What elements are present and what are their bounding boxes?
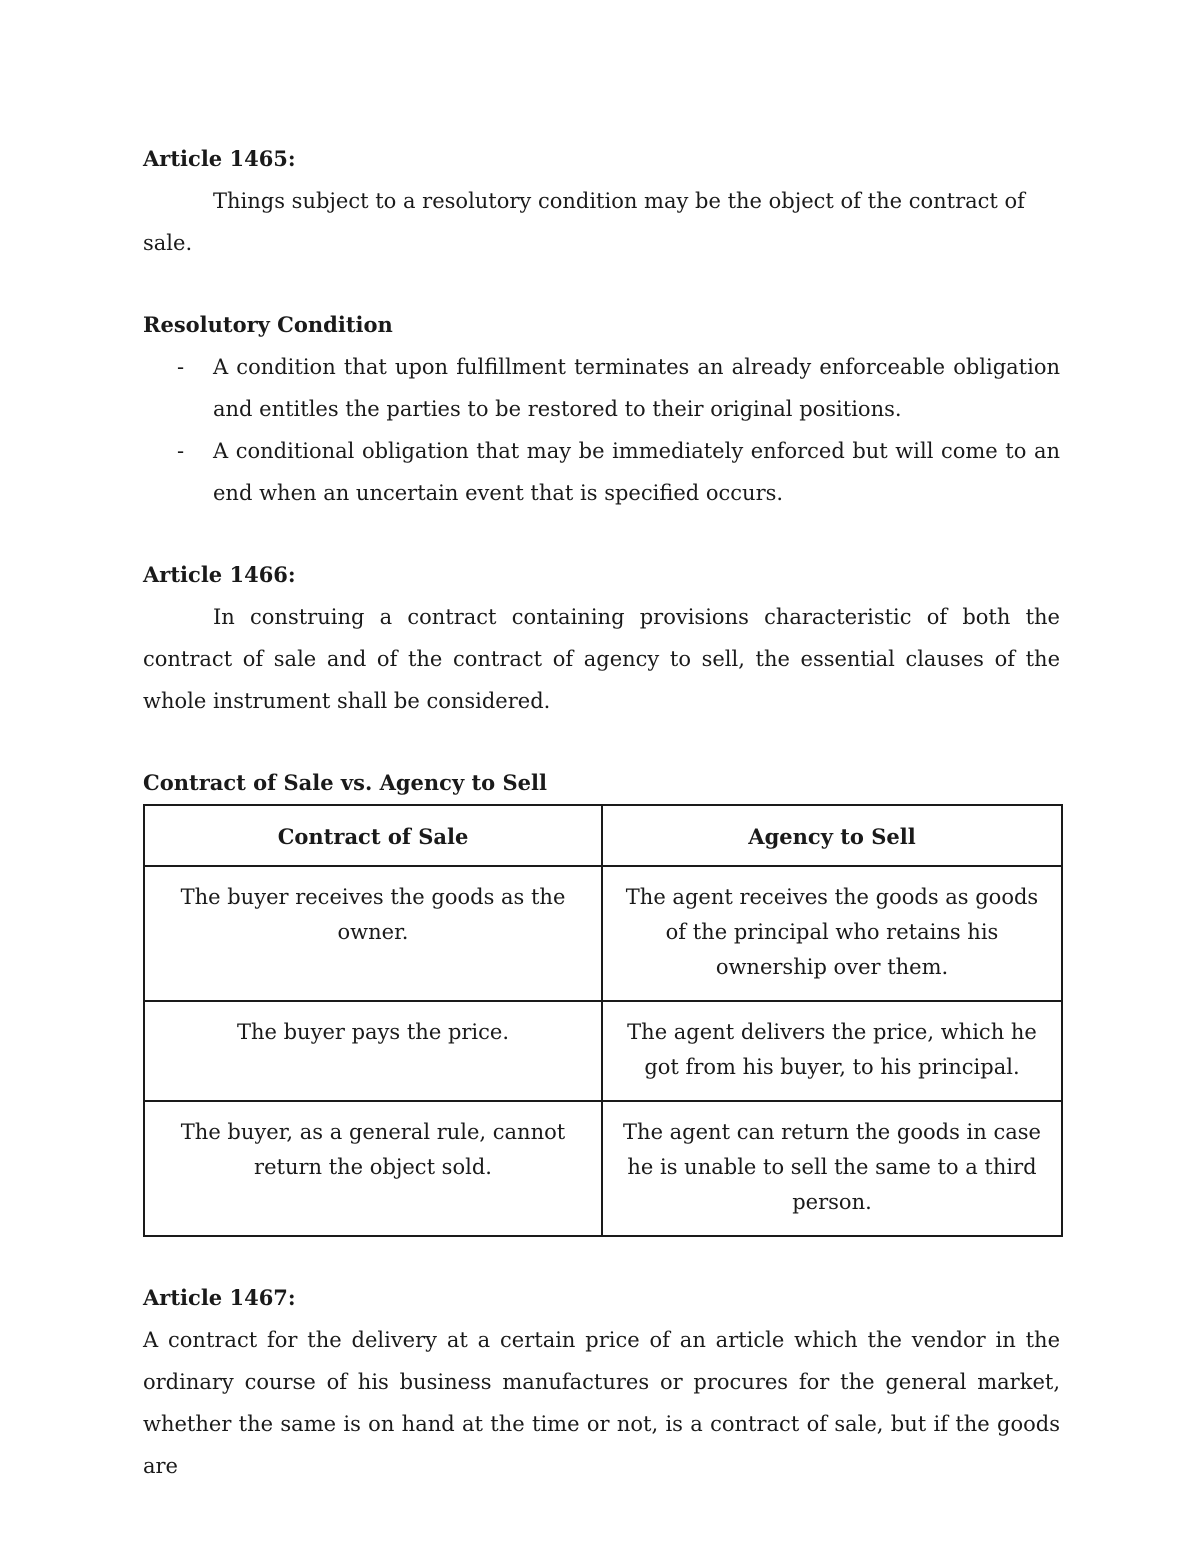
- table-cell: The agent can return the goods in case he is unable to sell the same to a third person.: [602, 1101, 1062, 1236]
- spacer: [143, 1237, 1060, 1277]
- comparison-table: [143, 804, 1063, 1237]
- table-row: [144, 1101, 1062, 1236]
- table-cell: The buyer pays the price.: [144, 1001, 602, 1101]
- column-header-contract-of-sale: Contract of Sale: [144, 805, 602, 866]
- table-cell: The agent receives the goods as goods of the principal who retains his ownership over them.: [602, 866, 1062, 1001]
- article-1467-text: A contract for the delivery at a certain price of an article which the vendor in the ordinary course of his business manufactures or procures for the general market, whether the same is on hand at the time or not, is a contract of sale, but if the goods are: [143, 1328, 1060, 1478]
- spacer: [143, 514, 1060, 554]
- table-row: [144, 1001, 1062, 1101]
- article-1467-heading: Article 1467:: [143, 1285, 296, 1310]
- list-item: [143, 346, 1060, 430]
- column-header-agency-to-sell: Agency to Sell: [602, 805, 1062, 866]
- spacer: [143, 722, 1060, 762]
- table-header-row: [144, 805, 1062, 866]
- list-item-text: A conditional obligation that may be immediately enforced but will come to an end when an uncertain event that is specified occurs.: [213, 439, 1060, 505]
- article-1466-heading: Article 1466:: [143, 562, 296, 587]
- table-cell: The buyer receives the goods as the owner.: [144, 866, 602, 1001]
- dash-bullet: -: [177, 439, 185, 463]
- article-1465-text: Things subject to a resolutory condition may be the object of the contract of sale.: [143, 189, 1025, 255]
- dash-bullet: -: [177, 355, 185, 379]
- article-1465-heading: Article 1465:: [143, 146, 296, 171]
- document-page: [143, 138, 1060, 1487]
- table-cell: The agent delivers the price, which he got from his buyer, to his principal.: [602, 1001, 1062, 1101]
- article-1466-text: In construing a contract containing provisions characteristic of both the contract of sale and of the contract of agency to sell, the essential clauses of the whole instrument shall be considered.: [143, 605, 1060, 713]
- comparison-heading: Contract of Sale vs. Agency to Sell: [143, 770, 547, 795]
- spacer: [143, 264, 1060, 304]
- list-item: [143, 430, 1060, 514]
- table-cell: The buyer, as a general rule, cannot return the object sold.: [144, 1101, 602, 1236]
- table-row: [144, 866, 1062, 1001]
- list-item-text: A condition that upon fulfillment terminates an already enforceable obligation and entitles the parties to be restored to their original positions.: [213, 355, 1060, 421]
- resolutory-condition-heading: Resolutory Condition: [143, 312, 393, 337]
- resolutory-condition-list: [143, 346, 1060, 514]
